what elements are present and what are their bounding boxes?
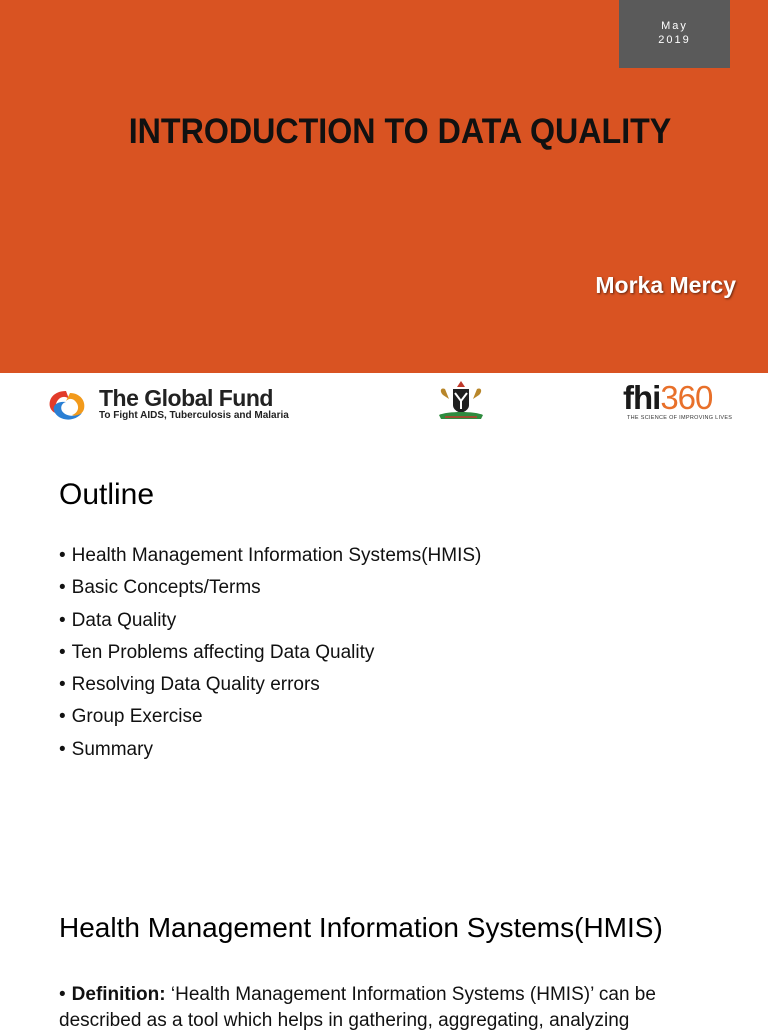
hmis-title: Health Management Information Systems(HMIS) [59,912,663,943]
slide-title: INTRODUCTION TO DATA QUALITY [128,112,672,151]
outline-list [59,540,481,766]
presenter-name: Morka Mercy [595,272,736,298]
outline-title: Outline [59,478,155,511]
definition-label: Definition: [71,984,166,1005]
nigeria-coat-of-arms-icon [431,379,491,423]
outline-item: • Basic Concepts/Terms [59,572,481,604]
date-year: 2019 [658,34,691,46]
date-month: May [661,20,688,32]
outline-item: • Ten Problems affecting Data Quality [59,637,481,669]
outline-item: • Group Exercise [59,701,481,733]
fhi360-logo [623,381,735,423]
outline-item: • Health Management Information Systems(HMIS) [59,540,481,572]
title-slide [0,0,768,373]
outline-item: • Resolving Data Quality errors [59,669,481,701]
bullet-icon: • [59,984,66,1005]
fhi360-name-part1: fhi [623,379,661,416]
fhi360-tagline: THE SCIENCE OF IMPROVING LIVES [627,415,733,421]
logo-band [0,373,768,435]
fhi360-name [623,379,712,417]
global-fund-swirl-icon [44,385,90,425]
global-fund-logo [44,385,319,425]
outline-item: • Summary [59,734,481,766]
outline-item: • Data Quality [59,605,481,637]
fhi360-name-part2: 360 [660,379,713,416]
global-fund-tagline: To Fight AIDS, Tuberculosis and Malaria [99,410,289,421]
hmis-definition [59,982,739,1034]
global-fund-name: The Global Fund [99,385,273,411]
definition-text: ‘Health Management Information Systems (HMIS)’ can be described as a tool which helps in gathering, aggregating, analyzing [59,984,656,1031]
date-box [619,0,730,68]
